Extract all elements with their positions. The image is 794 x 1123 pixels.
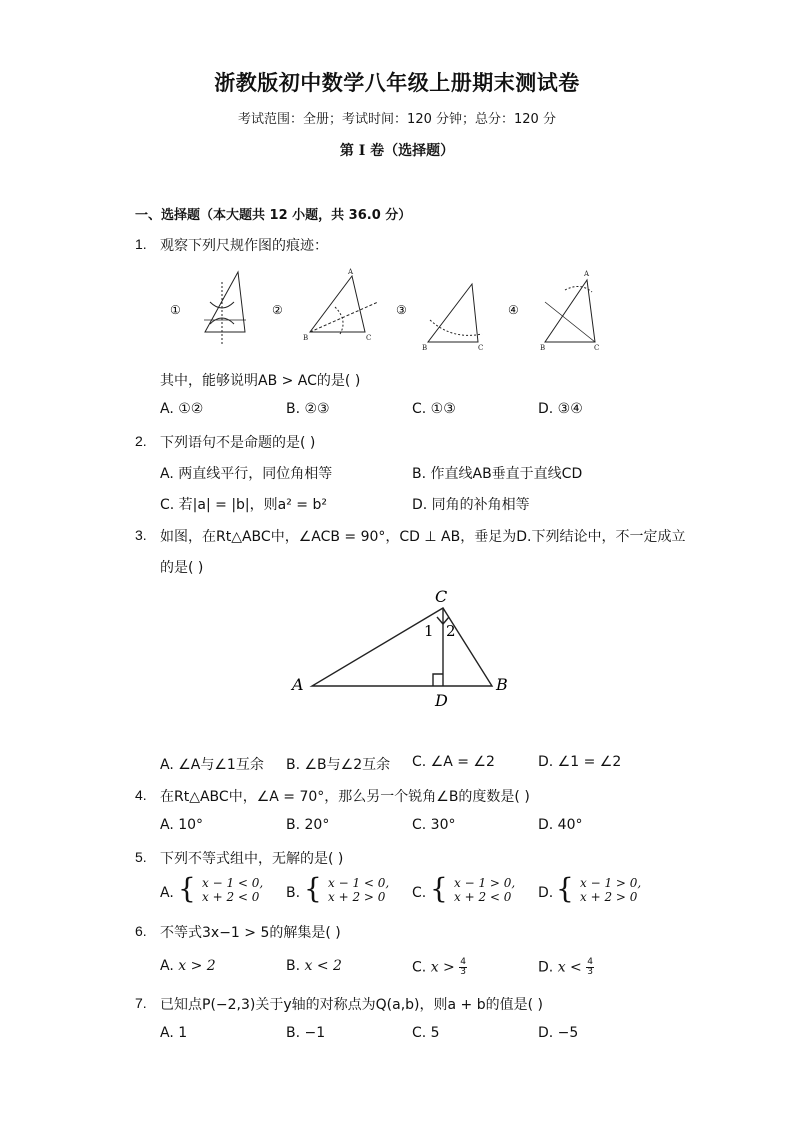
option-c[interactable]: C. 30°: [412, 817, 456, 833]
question-text: 下列不等式组中，无解的是( ): [160, 851, 344, 867]
question-number: 4.: [135, 787, 147, 803]
option-b[interactable]: [286, 958, 342, 974]
option-c[interactable]: C. ∠A = ∠2: [412, 754, 495, 770]
svg-text:C: C: [594, 344, 600, 352]
fraction-numerator: 4: [460, 957, 466, 967]
fraction-denominator: 3: [460, 967, 466, 977]
option-c[interactable]: C. ①③: [412, 401, 456, 417]
question-number: 1.: [135, 236, 147, 252]
section-heading: 一、选择题（本大题共 12 小题，共 36.0 分）: [135, 208, 412, 223]
option-c[interactable]: [412, 958, 467, 977]
option-d[interactable]: D. −5: [538, 1025, 579, 1041]
figure-label-3: ③: [396, 303, 407, 317]
figure-label-2: ②: [272, 303, 283, 317]
option-b[interactable]: B. −1: [286, 1025, 326, 1041]
exam-info: 考试范围：全册；考试时间：120 分钟；总分：120 分: [238, 112, 556, 127]
q3-triangle-figure: [288, 582, 520, 712]
inequality-line-2: x + 2 < 0: [202, 890, 260, 904]
option-letter: D.: [538, 959, 554, 976]
q1-figures: [160, 262, 610, 354]
option-letter: A.: [160, 958, 174, 974]
option-a[interactable]: A. 1: [160, 1025, 188, 1041]
option-letter: D.: [538, 885, 554, 901]
brace-icon: {: [178, 872, 196, 905]
question-text: 在Rt△ABC中，∠A = 70°，那么另一个锐角∠B的度数是( ): [160, 789, 530, 805]
page-title: 浙教版初中数学八年级上册期末测试卷: [214, 70, 580, 95]
svg-text:A: A: [348, 268, 354, 276]
fraction-denominator: 3: [587, 967, 593, 977]
inequality-line-1: x − 1 < 0,: [202, 876, 264, 890]
svg-text:B: B: [540, 344, 546, 352]
question-text: 如图，在Rt△ABC中，∠ACB = 90°，CD ⊥ AB，垂足为D.下列结论中，不一定成立: [160, 529, 686, 545]
option-letter: A.: [160, 885, 174, 901]
inequality-line-1: x − 1 > 0,: [580, 876, 642, 890]
inequality-line-2: x + 2 < 0: [454, 890, 512, 904]
option-d[interactable]: D. ③④: [538, 401, 583, 417]
question-text: 已知点P(−2,3)关于y轴的对称点为Q(a,b)，则a + b的值是( ): [160, 997, 543, 1013]
option-d[interactable]: [538, 958, 594, 977]
angle-2-label: 2: [446, 622, 456, 640]
option-a[interactable]: A. 两直线平行，同位角相等: [160, 466, 333, 482]
option-a[interactable]: A. ①②: [160, 401, 204, 417]
figure-label-1: ①: [170, 303, 181, 317]
option-c[interactable]: C. 5: [412, 1025, 440, 1041]
option-expression: x > 2: [178, 958, 216, 974]
question-followup: 其中，能够说明AB > AC的是( ): [160, 373, 361, 389]
question-text-continued: 的是( ): [160, 560, 204, 576]
question-number: 5.: [135, 849, 147, 865]
vertex-c-label: C: [435, 587, 448, 606]
inequality-line-1: x − 1 < 0,: [328, 876, 390, 890]
brace-icon: {: [304, 872, 322, 905]
question-number: 3.: [135, 527, 147, 543]
inequality-line-1: x − 1 > 0,: [454, 876, 516, 890]
option-d[interactable]: D. 40°: [538, 817, 583, 833]
option-a[interactable]: A. ∠A与∠1互余: [160, 757, 264, 773]
vertex-a-label: A: [292, 675, 304, 694]
volume-heading: 第 I 卷（选择题）: [339, 143, 455, 159]
fraction: [586, 958, 594, 977]
figure-label-4: ④: [508, 303, 519, 317]
question-number: 7.: [135, 995, 147, 1011]
option-b[interactable]: B. ②③: [286, 401, 330, 417]
option-expression: x < 2: [304, 958, 342, 974]
brace-icon: {: [556, 872, 574, 905]
option-a[interactable]: A. 10°: [160, 817, 204, 833]
option-letter: B.: [286, 885, 301, 901]
question-text: 下列语句不是命题的是( ): [160, 435, 316, 451]
question-number: 6.: [135, 923, 147, 939]
option-d[interactable]: D. 同角的补角相等: [412, 497, 530, 513]
point-d-label: D: [435, 691, 448, 710]
inequality-line-2: x + 2 > 0: [328, 890, 386, 904]
brace-icon: {: [430, 872, 448, 905]
option-d[interactable]: D. ∠1 = ∠2: [538, 754, 622, 770]
question-text: 不等式3x−1 > 5的解集是( ): [160, 925, 341, 941]
svg-text:C: C: [366, 334, 372, 342]
option-b[interactable]: B. 20°: [286, 817, 330, 833]
option-letter: C.: [412, 959, 427, 976]
vertex-b-label: B: [496, 675, 508, 694]
construction-figure-2: [303, 268, 378, 342]
svg-text:C: C: [478, 344, 484, 352]
construction-figure-4: [540, 270, 599, 352]
inequality-line-2: x + 2 > 0: [580, 890, 638, 904]
option-b[interactable]: B. 作直线AB垂直于直线CD: [412, 466, 583, 482]
option-b[interactable]: B. ∠B与∠2互余: [286, 757, 391, 773]
option-letter: C.: [412, 885, 427, 901]
option-letter: B.: [286, 958, 301, 974]
option-c[interactable]: C. 若|a| = |b|，则a² = b²: [160, 497, 327, 513]
fraction: [459, 958, 467, 977]
svg-text:A: A: [584, 270, 590, 278]
option-a[interactable]: [160, 958, 216, 974]
construction-figure-3: [422, 284, 483, 352]
angle-1-label: 1: [424, 622, 434, 640]
option-expression: x >: [430, 959, 455, 976]
fraction-numerator: 4: [587, 957, 593, 967]
svg-text:B: B: [303, 334, 309, 342]
svg-text:B: B: [422, 344, 428, 352]
option-expression: x <: [557, 959, 582, 976]
question-number: 2.: [135, 433, 147, 449]
question-text: 观察下列尺规作图的痕迹：: [160, 238, 328, 254]
construction-figure-1: [204, 272, 246, 344]
